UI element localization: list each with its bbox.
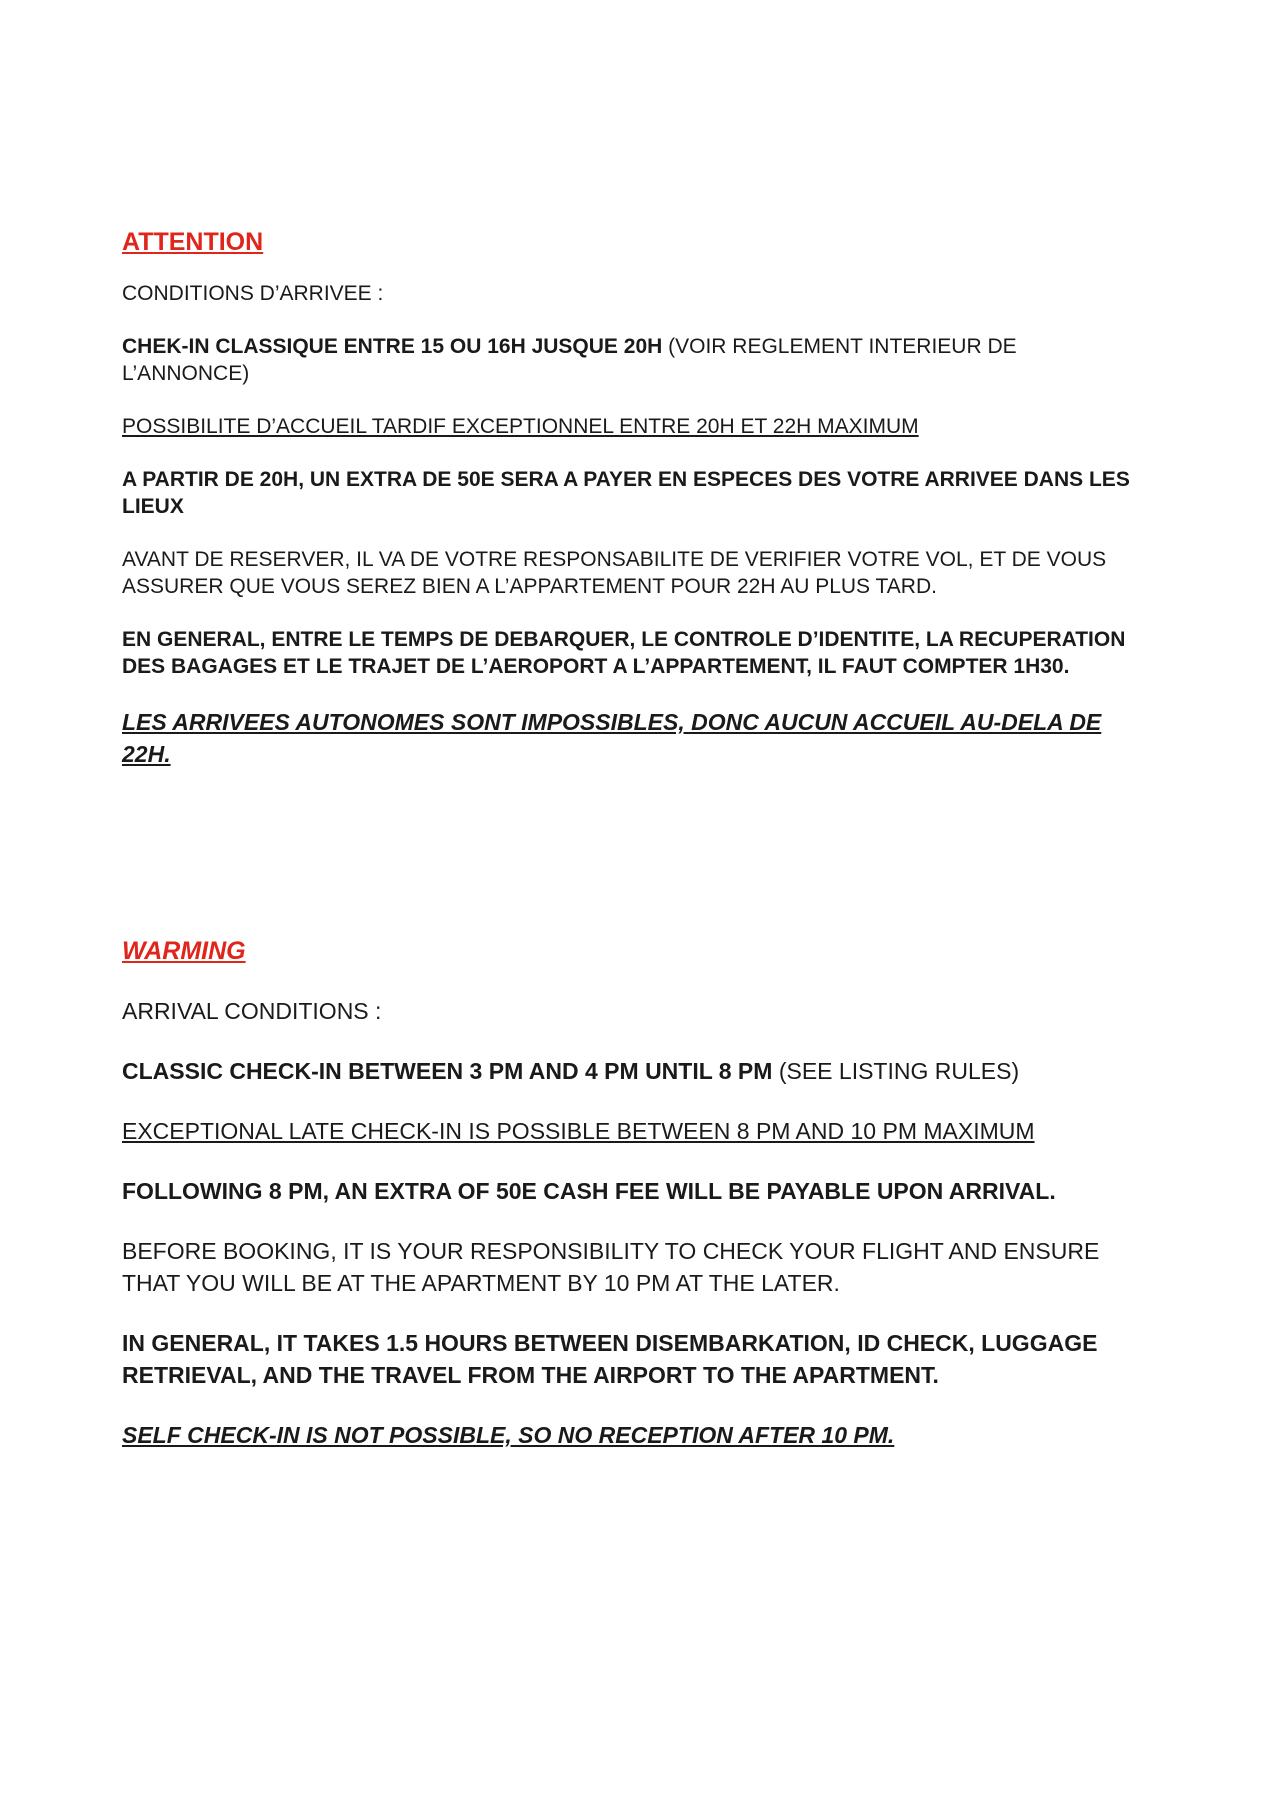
english-checkin-paragraph bbox=[122, 1055, 1142, 1087]
french-checkin-note: (VOIR REGLEMENT INTERIEUR DE L’ANNONCE) bbox=[122, 335, 1017, 385]
french-general-time: EN GENERAL, ENTRE LE TEMPS DE DEBARQUER, LE CONTROLE D’IDENTITE, LA RECUPERATION DES BAGAGES ET LE TRAJET DE L’AEROPORT A L’APPARTEMENT, IL FAUT COMPTER 1H30. bbox=[122, 628, 1126, 678]
english-heading: WARMING bbox=[122, 937, 246, 965]
french-section bbox=[122, 226, 1142, 796]
english-checkin-bold: CLASSIC CHECK-IN BETWEEN 3 PM AND 4 PM UNTIL 8 PM bbox=[122, 1058, 773, 1084]
english-general-time: IN GENERAL, IT TAKES 1.5 HOURS BETWEEN DISEMBARKATION, ID CHECK, LUGGAGE RETRIEVAL, AND THE TRAVEL FROM THE AIRPORT TO THE APARTMENT. bbox=[122, 1330, 1098, 1388]
english-no-self-checkin: SELF CHECK-IN IS NOT POSSIBLE, SO NO RECEPTION AFTER 10 PM. bbox=[122, 1422, 895, 1448]
french-late-arrival: POSSIBILITE D’ACCUEIL TARDIF EXCEPTIONNEL ENTRE 20H ET 22H MAXIMUM bbox=[122, 415, 919, 438]
english-responsibility: BEFORE BOOKING, IT IS YOUR RESPONSIBILITY TO CHECK YOUR FLIGHT AND ENSURE THAT YOU WILL BE AT THE APARTMENT BY 10 PM AT THE LATER. bbox=[122, 1238, 1100, 1296]
english-extra-fee: FOLLOWING 8 PM, AN EXTRA OF 50E CASH FEE WILL BE PAYABLE UPON ARRIVAL. bbox=[122, 1178, 1056, 1204]
french-conditions-label: CONDITIONS D’ARRIVEE : bbox=[122, 282, 384, 305]
english-late-arrival: EXCEPTIONAL LATE CHECK-IN IS POSSIBLE BETWEEN 8 PM AND 10 PM MAXIMUM bbox=[122, 1118, 1035, 1144]
english-conditions-label: ARRIVAL CONDITIONS : bbox=[122, 998, 382, 1024]
english-checkin-note: (SEE LISTING RULES) bbox=[772, 1058, 1020, 1084]
french-no-self-checkin: LES ARRIVEES AUTONOMES SONT IMPOSSIBLES, DONC AUCUN ACCUEIL AU-DELA DE 22H. bbox=[122, 709, 1102, 767]
french-heading: ATTENTION bbox=[122, 228, 264, 256]
french-extra-fee: A PARTIR DE 20H, UN EXTRA DE 50E SERA A PAYER EN ESPECES DES VOTRE ARRIVEE DANS LES LIEUX bbox=[122, 468, 1130, 518]
french-responsibility: AVANT DE RESERVER, IL VA DE VOTRE RESPONSABILITE DE VERIFIER VOTRE VOL, ET DE VOUS ASSURER QUE VOUS SEREZ BIEN A L’APPARTEMENT POUR 22H AU PLUS TARD. bbox=[122, 548, 1107, 598]
french-checkin-bold: CHEK-IN CLASSIQUE ENTRE 15 OU 16H JUSQUE 20H bbox=[122, 335, 663, 358]
english-section bbox=[122, 935, 1142, 1479]
french-checkin-paragraph bbox=[122, 333, 1142, 387]
